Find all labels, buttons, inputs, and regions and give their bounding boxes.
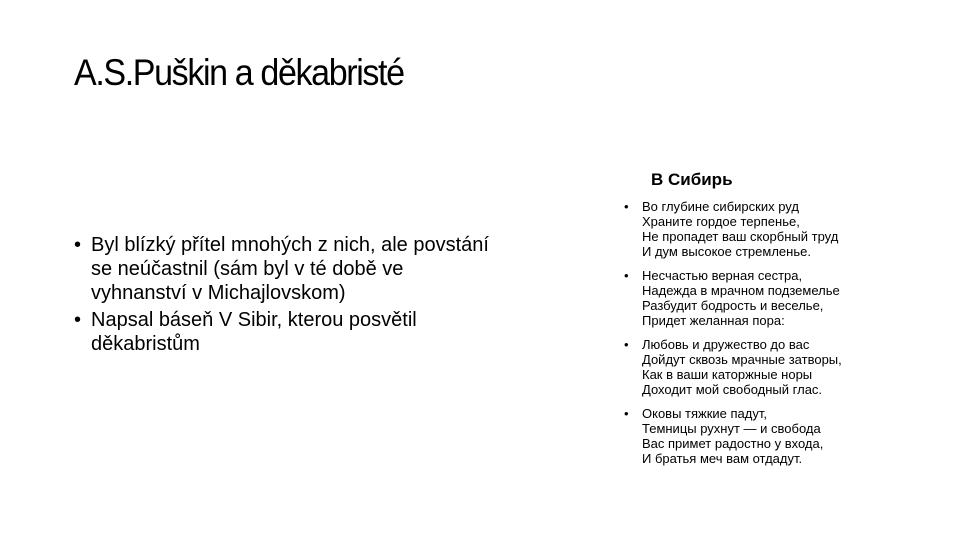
poem-line: Во глубине сибирских руд — [642, 199, 799, 214]
poem-stanza — [624, 268, 924, 328]
bullet-icon: • — [74, 234, 82, 256]
poem-stanza — [624, 406, 924, 466]
bullet-icon: • — [74, 309, 82, 331]
poem-line: И дум высокое стремленье. — [642, 244, 811, 259]
bullet-text: Napsal báseň V Sibir, kterou posvětil děkabristům — [91, 309, 417, 355]
list-item — [74, 308, 494, 356]
bullet-text: Byl blízký přítel mnohých z nich, ale povstání se neúčastnil (sám byl v té době ve vyhnanství v Michajlovskom) — [91, 234, 489, 304]
poem-line: Любовь и дружество до вас — [642, 337, 810, 352]
bullet-icon: • — [624, 199, 629, 214]
poem-stanza — [624, 337, 924, 397]
poem-title: В Сибирь — [651, 170, 733, 189]
poem-line: Не пропадет ваш скорбный труд — [642, 229, 839, 244]
poem-line: Придет желанная пора: — [642, 313, 785, 328]
poem-line: Несчастью верная сестра, — [642, 268, 803, 283]
bullet-icon: • — [624, 337, 629, 352]
poem-line: Разбудит бодрость и веселье, — [642, 298, 824, 313]
list-item — [74, 233, 494, 305]
poem-line: Доходит мой свободный глас. — [642, 382, 823, 397]
poem-line: Дойдут сквозь мрачные затворы, — [642, 352, 842, 367]
poem-line: Храните гордое терпенье, — [642, 214, 800, 229]
bullet-icon: • — [624, 406, 629, 421]
slide-title: A.S.Puškin a děkabristé — [74, 52, 404, 93]
poem-stanza — [624, 199, 924, 259]
poem-stanza-list — [624, 199, 924, 475]
poem-line: Темницы рухнут — и свобода — [642, 421, 821, 436]
poem-line: Вас примет радостно у входа, — [642, 436, 824, 451]
bullet-icon: • — [624, 268, 629, 283]
poem-line: Как в ваши каторжные норы — [642, 367, 813, 382]
left-bullet-list — [74, 233, 494, 359]
poem-line: И братья меч вам отдадут. — [642, 451, 803, 466]
poem-line: Оковы тяжкие падут, — [642, 406, 767, 421]
poem-line: Надежда в мрачном подземелье — [642, 283, 840, 298]
